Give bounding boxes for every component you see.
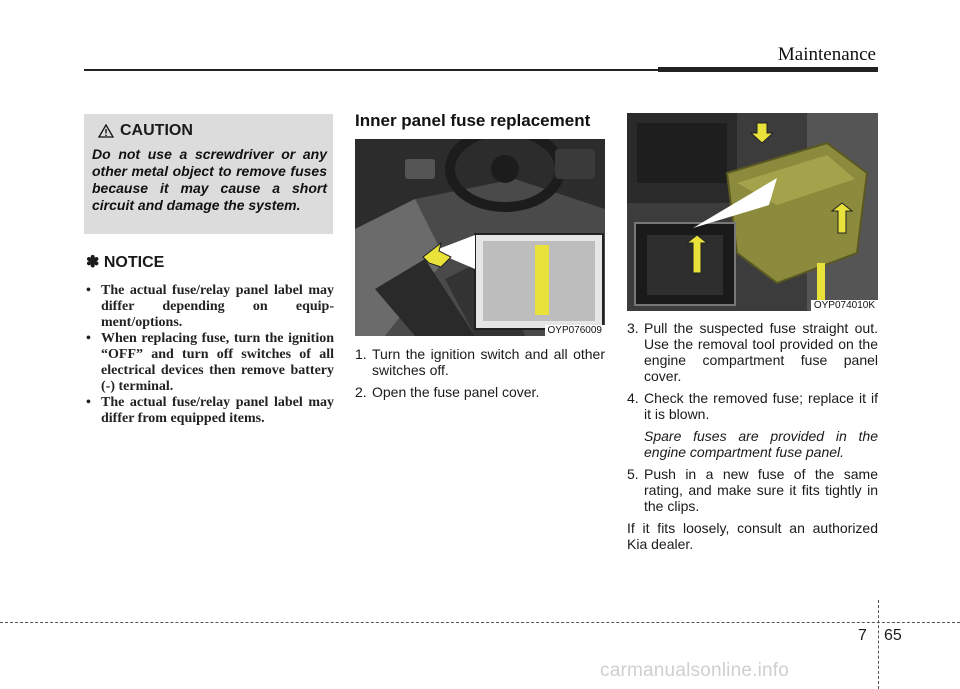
step-text: Open the fuse panel cover. — [372, 384, 540, 400]
notice-item: • The actual fuse/relay panel label may differ depending on equip-ment/options. — [86, 283, 334, 331]
step-item — [627, 466, 878, 514]
step-item — [627, 390, 878, 422]
footer-divider — [878, 600, 879, 689]
step-text: Push in a new fuse of the same rating, and make sure it fits tightly in the clips. — [644, 466, 878, 514]
step-number: 5. — [627, 466, 639, 482]
step-number: 1. — [355, 346, 367, 362]
caution-box — [84, 114, 333, 234]
notice-item: • When replacing fuse, turn the ignition “OFF” and turn off switches of all electrical devices then remove battery (-) terminal. — [86, 331, 334, 395]
caution-text: Do not use a screwdriver or any other metal object to remove fuses because it may cause a short circuit and damage the system. — [92, 146, 327, 213]
fuse-panel-location-image — [355, 139, 605, 336]
image-code-label: OYP074010K — [811, 300, 878, 311]
spare-fuse-note: Spare fuses are provided in the engine compartment fuse panel. — [644, 428, 878, 460]
notice-title: ✽ NOTICE — [86, 254, 165, 271]
footer-rule — [0, 622, 960, 623]
page-number: 65 — [884, 627, 902, 644]
step-text: Turn the ignition switch and all other switches off. — [372, 346, 605, 378]
steps-column-right — [627, 320, 878, 552]
caution-header — [98, 122, 193, 140]
header-title: Maintenance — [777, 44, 876, 65]
caution-title: CAUTION — [120, 122, 193, 139]
closing-text: If it fits loosely, consult an authorized Kia dealer. — [627, 520, 878, 552]
interior-illustration — [355, 139, 605, 336]
engine-fuse-box-image — [627, 113, 878, 311]
engine-compartment-illustration — [627, 113, 878, 311]
notice-list — [86, 283, 334, 427]
step-item — [355, 384, 605, 400]
section-title: Inner panel fuse replacement — [355, 111, 591, 130]
warning-triangle-icon — [98, 124, 114, 138]
header-rule-accent — [658, 67, 878, 72]
image-code-label: OYP076009 — [545, 325, 606, 336]
step-number: 2. — [355, 384, 367, 400]
step-text: Check the removed fuse; replace it if it is blown. — [644, 390, 878, 422]
notice-item: • The actual fuse/relay panel label may differ from equipped items. — [86, 395, 334, 427]
step-number: 4. — [627, 390, 639, 406]
steps-column-middle — [355, 346, 605, 406]
step-item — [355, 346, 605, 378]
step-number: 3. — [627, 320, 639, 336]
watermark: carmanualsonline.info — [600, 660, 790, 681]
chapter-number: 7 — [858, 627, 867, 644]
step-item — [627, 320, 878, 384]
step-text: Pull the suspected fuse straight out. Use the removal tool provided on the engine compartment fuse panel cover. — [644, 320, 878, 384]
